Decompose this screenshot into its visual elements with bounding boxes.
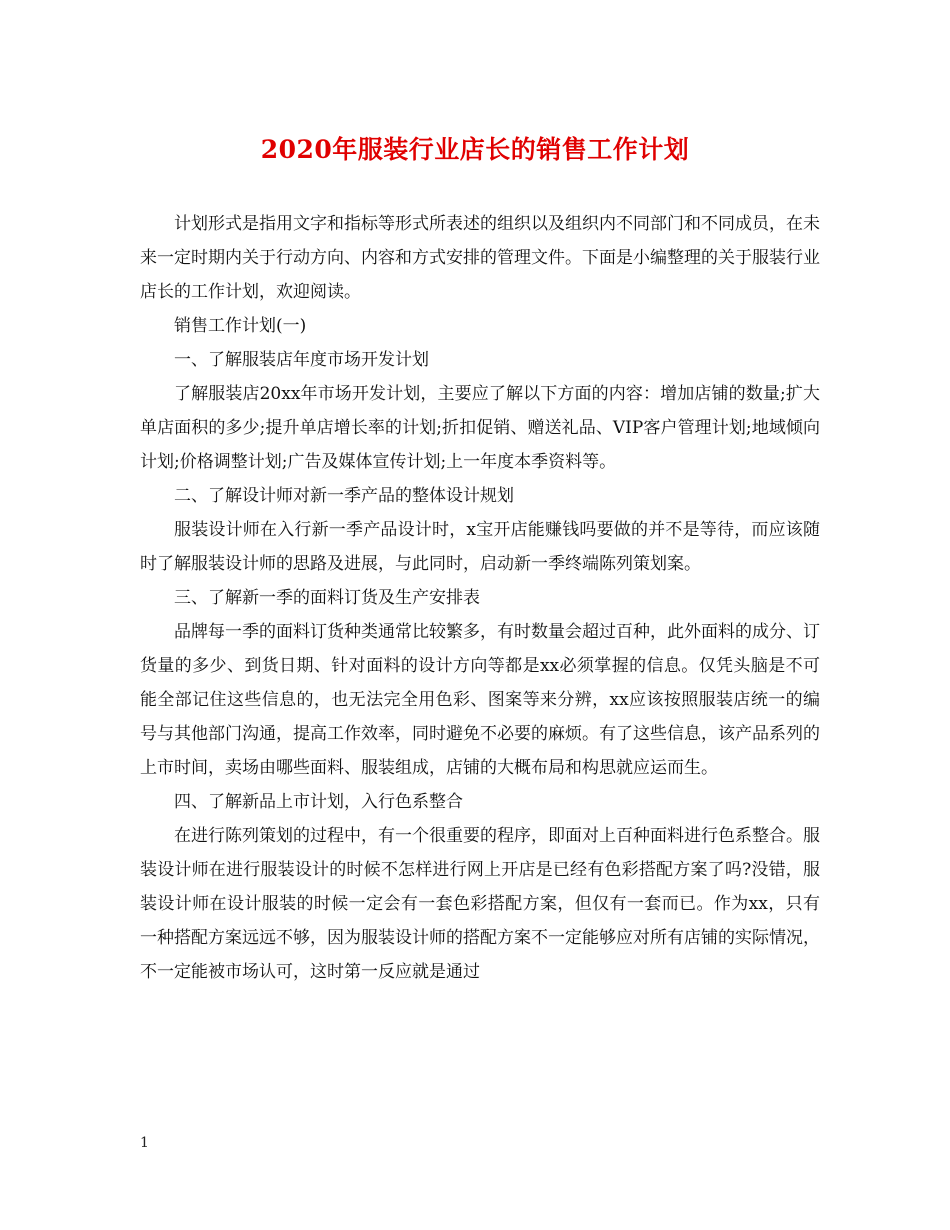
section-heading-2: 二、了解设计师对新一季产品的整体设计规划	[174, 486, 514, 506]
document-title: 2020年服装行业店长的销售工作计划	[260, 135, 690, 164]
paragraph-designer: 服装设计师在入行新一季产品设计时，x宝开店能赚钱吗要做的并不是等待，而应该随时了解服装设计师的思路及进展，与此同时，启动新一季终端陈列策划案。	[140, 520, 820, 574]
section-heading-1: 一、了解服装店年度市场开发计划	[174, 350, 429, 370]
paragraph-market-plan: 了解服装店20xx年市场开发计划，主要应了解以下方面的内容：增加店铺的数量;扩大单店面积的多少;提升单店增长率的计划;折扣促销、赠送礼品、VIP客户管理计划;地域倾向计划;价格调整计划;广告及媒体宣传计划;上一年度本季资料等。	[140, 384, 820, 472]
page-number: 1	[140, 1135, 149, 1151]
paragraph-color: 在进行陈列策划的过程中，有一个很重要的程序，即面对上百种面料进行色系整合。服装设计师在进行服装设计的时候不怎样进行网上开店是已经有色彩搭配方案了吗?没错，服装设计师在设计服装的时候一定会有一套色彩搭配方案，但仅有一套而已。作为xx，只有一种搭配方案远远不够，因为服装设计师的搭配方案不一定能够应对所有店铺的实际情况，不一定能被市场认可，这时第一反应就是通过	[140, 826, 820, 982]
section-heading-3: 三、了解新一季的面料订货及生产安排表	[174, 588, 480, 608]
section-heading-4: 四、了解新品上市计划，入行色系整合	[174, 792, 463, 812]
paragraph-intro: 计划形式是指用文字和指标等形式所表述的组织以及组织内不同部门和不同成员，在未来一定时期内关于行动方向、内容和方式安排的管理文件。下面是小编整理的关于服装行业店长的工作计划，欢迎阅读。	[140, 214, 820, 302]
section-heading-plan-1: 销售工作计划(一)	[174, 316, 307, 336]
document-body	[140, 207, 820, 989]
paragraph-fabric: 品牌每一季的面料订货种类通常比较繁多，有时数量会超过百种，此外面料的成分、订货量的多少、到货日期、针对面料的设计方向等都是xx必须掌握的信息。仅凭头脑是不可能全部记住这些信息的，也无法完全用色彩、图案等来分辨，xx应该按照服装店统一的编号与其他部门沟通，提高工作效率，同时避免不必要的麻烦。有了这些信息，该产品系列的上市时间，卖场由哪些面料、服装组成，店铺的大概布局和构思就应运而生。	[140, 622, 820, 778]
